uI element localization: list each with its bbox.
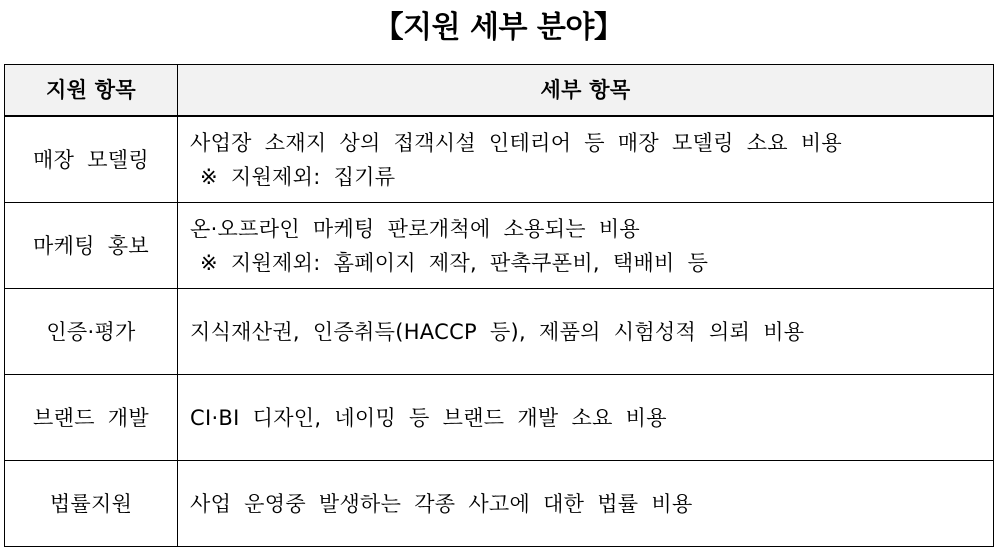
row-category: 매장 모델링: [5, 116, 178, 203]
support-areas-table: [4, 64, 994, 547]
header-row: [5, 65, 994, 117]
row-detail-cell: [178, 203, 994, 289]
page-title: 【지원 세부 분야】: [373, 10, 624, 45]
row-category: 마케팅 홍보: [5, 203, 178, 289]
header-category: 지원 항목: [5, 65, 178, 117]
table-row: [5, 461, 994, 547]
row-note: ※ 지원제외: 집기류: [200, 164, 396, 189]
header-detail: 세부 항목: [178, 65, 994, 117]
row-detail-cell: [178, 289, 994, 375]
table-body: [5, 116, 994, 547]
row-detail: 사업장 소재지 상의 접객시설 인테리어 등 매장 모델링 소요 비용: [190, 130, 843, 155]
row-detail: 지식재산권, 인증취득(HACCP 등), 제품의 시험성적 의뢰 비용: [190, 319, 805, 344]
row-note: ※ 지원제외: 홈페이지 제작, 판촉쿠폰비, 택배비 등: [200, 250, 709, 275]
table-row: [5, 289, 994, 375]
row-detail: CI·BI 디자인, 네이밍 등 브랜드 개발 소요 비용: [190, 405, 667, 430]
row-category: 브랜드 개발: [5, 375, 178, 461]
row-detail-cell: [178, 461, 994, 547]
table-header: [5, 65, 994, 117]
row-detail-cell: [178, 116, 994, 203]
row-detail: 사업 운영중 발생하는 각종 사고에 대한 법률 비용: [190, 491, 693, 516]
table-row: [5, 375, 994, 461]
row-detail: 온·오프라인 마케팅 판로개척에 소용되는 비용: [190, 216, 641, 241]
table-row: [5, 116, 994, 203]
row-category: 법률지원: [5, 461, 178, 547]
table-row: [5, 203, 994, 289]
row-category: 인증·평가: [5, 289, 178, 375]
row-detail-cell: [178, 375, 994, 461]
